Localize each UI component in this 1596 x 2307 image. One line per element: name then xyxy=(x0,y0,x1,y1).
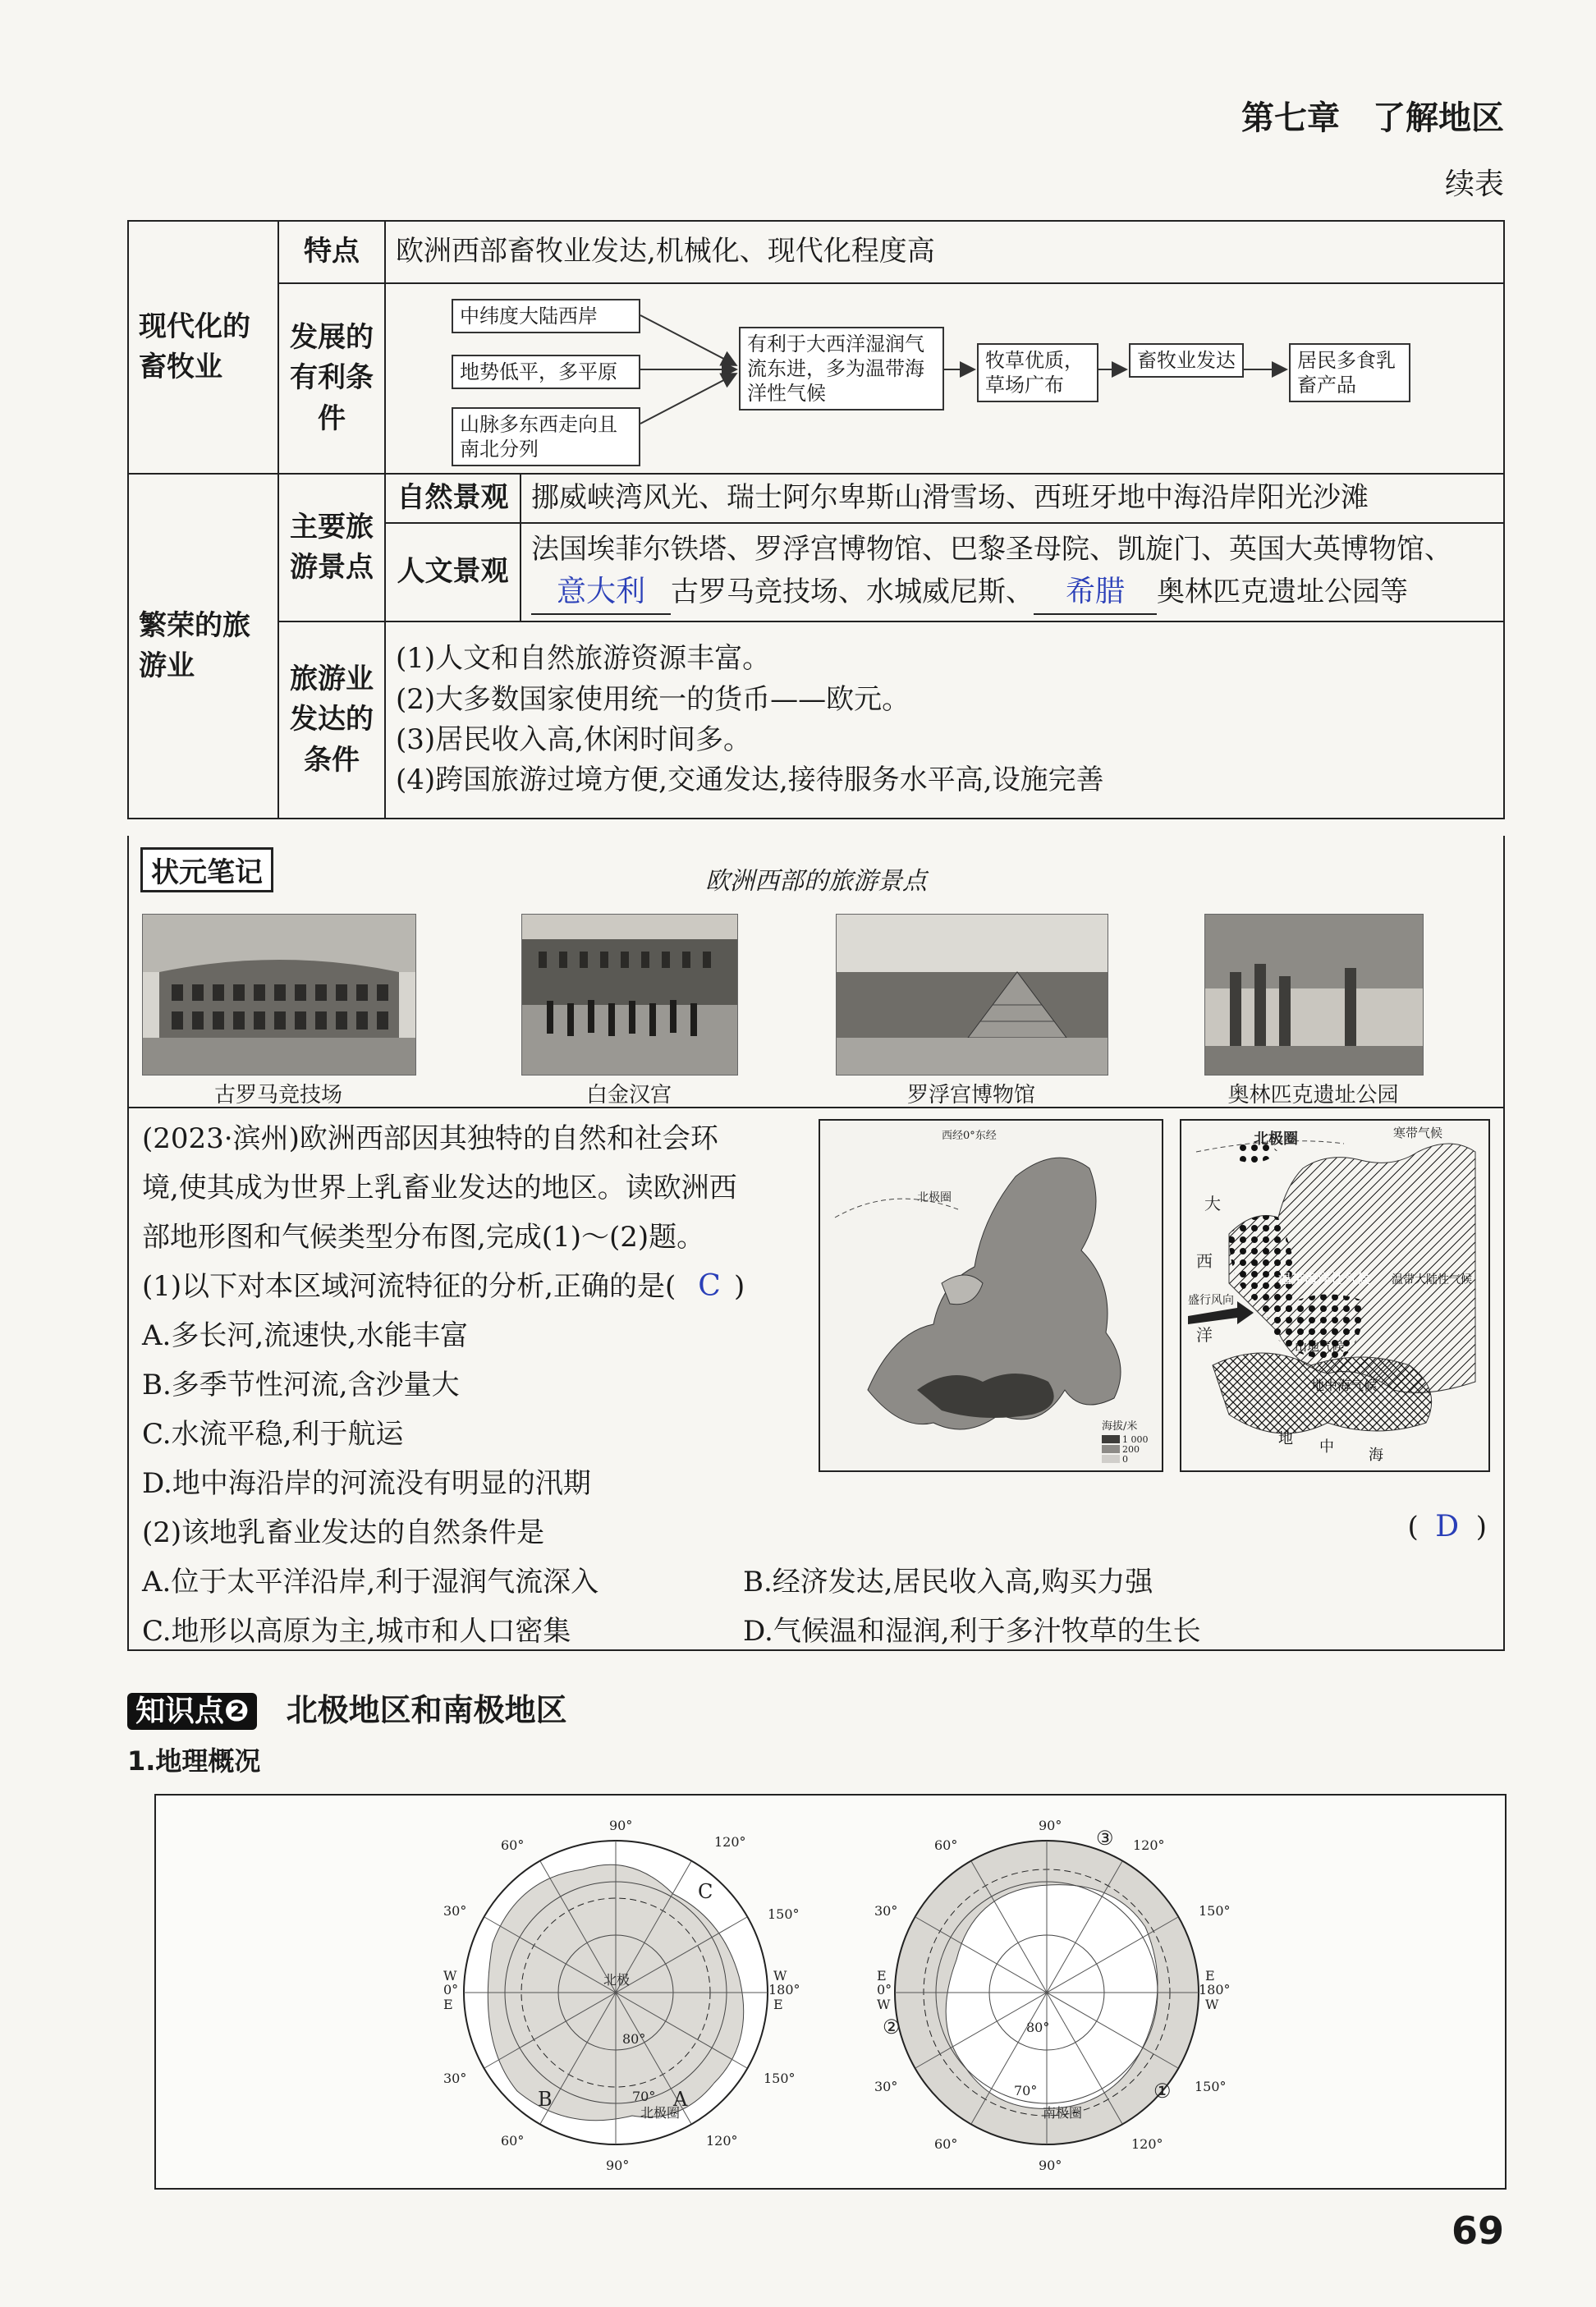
flow-climate: 有利于大西洋湿润气流东进，多为温带海洋性气候 xyxy=(739,327,944,410)
s-point-1: ① xyxy=(1153,2080,1172,2103)
map2-mountain-label: 山地气候 xyxy=(1295,1339,1345,1354)
s-lon-120-bottom: 120° xyxy=(1131,2136,1163,2152)
cultural-mid: 古罗马竞技场、水城威尼斯、 xyxy=(671,575,1034,608)
n-e-right: E xyxy=(773,1997,783,2012)
europe-climate-map xyxy=(1180,1119,1490,1472)
photo-buckingham xyxy=(521,914,738,1076)
s-e-left: E xyxy=(877,1968,887,1984)
map2-polar-label: 寒带气候 xyxy=(1393,1126,1443,1140)
n-lon-150-bottom: 150° xyxy=(764,2071,796,2086)
legend-title: 海拔/米 xyxy=(1102,1420,1138,1433)
s-w-left: W xyxy=(877,1997,891,2012)
flow-diet: 居民多食乳畜产品 xyxy=(1289,343,1410,402)
question-1-answer[interactable]: C xyxy=(698,1269,721,1303)
wind-label: 盛行风向 xyxy=(1188,1294,1234,1307)
tourism-conditions xyxy=(385,621,1504,819)
legend-1000: 1 000 xyxy=(1122,1434,1149,1445)
q1-option-b: B.多季节性河流,含沙量大 xyxy=(142,1369,460,1401)
caption-olympia: 奥林匹克遗址公园 xyxy=(1227,1083,1399,1108)
n-w-left: W xyxy=(443,1968,457,1984)
s-lat-70: 70° xyxy=(1014,2083,1038,2098)
livestock-flowchart xyxy=(385,283,1504,474)
caption-buckingham: 白金汉宫 xyxy=(585,1083,672,1108)
n-lon-30-bottom: 30° xyxy=(443,2071,467,2086)
north-pole-map xyxy=(435,1812,800,2173)
caption-colosseum: 古罗马竞技场 xyxy=(213,1083,342,1108)
tourism-condition-label: 旅游业发达的条件 xyxy=(278,621,385,819)
q2-option-a: A.位于太平洋沿岸,利于湿润气流深入 xyxy=(142,1566,599,1598)
notes-section xyxy=(127,836,1505,1108)
natural-label: 自然景观 xyxy=(385,474,521,523)
knowledge-title: 北极地区和南极地区 xyxy=(286,1692,567,1728)
flow-grass: 牧草优质，草场广布 xyxy=(977,343,1098,402)
n-lon-120-top: 120° xyxy=(714,1834,746,1850)
flow-cause-2: 地势低平，多平原 xyxy=(452,355,640,389)
knowledge-tag: 知识点❷ xyxy=(127,1693,257,1730)
question-2-answer-box xyxy=(1407,1510,1487,1543)
question-2: (2)该地乳畜业发达的自然条件是 xyxy=(142,1516,545,1549)
map2-sea-2: 中 xyxy=(1319,1438,1334,1456)
n-lon-60-top: 60° xyxy=(501,1837,525,1853)
n-0-left: 0° xyxy=(443,1982,459,1997)
question-1-text: (1)以下对本区域河流特征的分析,正确的是( xyxy=(142,1270,676,1303)
polar-maps xyxy=(154,1794,1507,2190)
n-point-c: C xyxy=(698,1880,713,1903)
map2-mediterranean-label: 地中海气候 xyxy=(1311,1378,1378,1393)
n-lon-120-bottom: 120° xyxy=(706,2133,738,2149)
q2-option-b: B.经济发达,居民收入高,购买力强 xyxy=(743,1566,1153,1598)
category-livestock: 现代化的畜牧业 xyxy=(128,221,278,474)
s-lat-80: 80° xyxy=(1026,2020,1050,2035)
question-1-close: ) xyxy=(734,1270,745,1303)
chapter-title: 第七章 了解地区 xyxy=(1241,99,1504,137)
n-point-b: B xyxy=(538,2088,553,2111)
answer-blank-greece[interactable]: 希腊 xyxy=(1034,571,1157,615)
n-lat-70: 70° xyxy=(632,2089,656,2104)
map1-meridian-label: 西经0°东经 xyxy=(942,1130,997,1142)
s-w-right: W xyxy=(1205,1997,1219,2012)
map2-atlantic-3: 洋 xyxy=(1196,1325,1213,1345)
feature-label: 特点 xyxy=(278,221,385,283)
natural-text: 挪威峡湾风光、瑞士阿尔卑斯山滑雪场、西班牙地中海沿岸阳光沙滩 xyxy=(521,474,1504,523)
caption-louvre: 罗浮宫博物馆 xyxy=(906,1083,1035,1108)
n-point-a: A xyxy=(673,2088,688,2111)
s-point-3: ③ xyxy=(1096,1827,1114,1850)
q2-option-d: D.气候温和湿润,利于多汁牧草的生长 xyxy=(743,1615,1201,1648)
s-lon-30-bottom: 30° xyxy=(874,2079,898,2094)
continued-label: 续表 xyxy=(1444,167,1504,201)
answer-blank-italy[interactable]: 意大利 xyxy=(531,571,671,615)
q2-option-c: C.地形以高原为主,城市和人口密集 xyxy=(142,1615,571,1648)
flow-livestock: 畜牧业发达 xyxy=(1129,343,1244,378)
flow-cause-3: 山脉多东西走向且南北分列 xyxy=(452,407,640,466)
s-lon-150-bottom: 150° xyxy=(1195,2079,1227,2094)
map2-sea-1: 地 xyxy=(1278,1430,1293,1447)
question-stem-2: 境,使其成为世界上乳畜业发达的地区。读欧洲西 xyxy=(142,1172,737,1204)
map2-arctic-label: 北极圈 xyxy=(1254,1131,1298,1148)
cultural-end: 奥林匹克遗址公园等 xyxy=(1157,575,1408,608)
q1-option-d: D.地中海沿岸的河流没有明显的汛期 xyxy=(142,1467,591,1500)
n-e-left: E xyxy=(443,1997,453,2012)
n-lon-90-bottom: 90° xyxy=(606,2158,630,2173)
legend-0: 0 xyxy=(1122,1454,1128,1465)
s-antarctic-circle: 南极圈 xyxy=(1043,2105,1083,2121)
question-1 xyxy=(142,1264,745,1304)
map2-atlantic-2: 西 xyxy=(1196,1251,1213,1271)
cultural-line-2 xyxy=(531,571,1493,615)
n-lon-150-top: 150° xyxy=(768,1906,800,1922)
question-2-answer[interactable]: D xyxy=(1435,1510,1460,1543)
s-180-right: 180° xyxy=(1199,1982,1231,1997)
map2-oceanic-label: 温带海洋性气候 xyxy=(1278,1271,1371,1287)
n-lon-30-top: 30° xyxy=(443,1903,467,1919)
europe-terrain-map xyxy=(819,1119,1163,1472)
s-lon-120-top: 120° xyxy=(1133,1837,1165,1853)
q1-option-c: C.水流平稳,利于航运 xyxy=(142,1418,404,1451)
question-stem-3: 部地形图和气候类型分布图,完成(1)～(2)题。 xyxy=(142,1221,705,1254)
q1-option-a: A.多长河,流速快,水能丰富 xyxy=(142,1319,468,1352)
cultural-text xyxy=(521,523,1504,621)
n-arctic-circle: 北极圈 xyxy=(640,2105,681,2121)
question-2-open: ( xyxy=(1407,1511,1419,1543)
n-lon-60-bottom: 60° xyxy=(501,2133,525,2149)
map2-continental-label: 温带大陆性气候 xyxy=(1392,1273,1472,1287)
notes-tag: 状元笔记 xyxy=(140,847,273,892)
n-lat-80: 80° xyxy=(622,2031,646,2047)
legend-200: 200 xyxy=(1122,1444,1140,1455)
condition-item: (3)居民收入高,休闲时间多。 xyxy=(396,723,751,756)
n-w-right: W xyxy=(773,1968,787,1984)
flow-arrows xyxy=(386,284,1511,473)
cultural-label: 人文景观 xyxy=(385,523,521,621)
knowledge-heading xyxy=(127,1685,567,1730)
question-stem-1: (2023·滨州)欧洲西部因其独特的自然和社会环 xyxy=(142,1122,718,1155)
n-lon-90-top: 90° xyxy=(609,1818,633,1833)
condition-item: (2)大多数国家使用统一的货币——欧元。 xyxy=(396,682,910,716)
n-180-right: 180° xyxy=(768,1982,800,1997)
s-e-right: E xyxy=(1205,1968,1215,1984)
photo-olympia xyxy=(1204,914,1424,1076)
summary-table xyxy=(127,220,1505,819)
s-lon-90-bottom: 90° xyxy=(1039,2158,1062,2173)
photo-louvre xyxy=(836,914,1108,1076)
s-0-left: 0° xyxy=(877,1982,892,1997)
condition-item: (4)跨国旅游过境方便,交通发达,接待服务水平高,设施完善 xyxy=(396,764,1104,797)
s-lon-150-top: 150° xyxy=(1199,1903,1231,1919)
map1-arctic-label: 北极圈 xyxy=(917,1191,952,1204)
subsection-title: 1.地理概况 xyxy=(127,1745,261,1777)
s-lon-60-bottom: 60° xyxy=(934,2136,958,2152)
notes-title: 欧洲西部的旅游景点 xyxy=(705,867,927,896)
feature-text: 欧洲西部畜牧业发达,机械化、现代化程度高 xyxy=(385,221,1504,283)
n-pole-label: 北极 xyxy=(603,1972,631,1988)
s-lon-60-top: 60° xyxy=(934,1837,958,1853)
map2-sea-3: 海 xyxy=(1369,1447,1383,1464)
page-number: 69 xyxy=(1451,2208,1504,2253)
flow-cause-1: 中纬度大陆西岸 xyxy=(452,299,640,333)
category-tourism: 繁荣的旅游业 xyxy=(128,474,278,819)
cultural-line-1: 法国埃菲尔铁塔、罗浮宫博物馆、巴黎圣母院、凯旋门、英国大英博物馆、 xyxy=(531,533,1452,566)
question-section xyxy=(127,1107,1505,1651)
photo-colosseum xyxy=(142,914,416,1076)
south-pole-map xyxy=(870,1812,1231,2173)
spots-label: 主要旅游景点 xyxy=(278,474,385,621)
livestock-condition-label: 发展的有利条件 xyxy=(278,283,385,474)
s-lon-30-top: 30° xyxy=(874,1903,898,1919)
condition-item: (1)人文和自然旅游资源丰富。 xyxy=(396,642,771,676)
s-point-2: ② xyxy=(883,2016,901,2039)
map2-atlantic-1: 大 xyxy=(1204,1194,1221,1213)
s-lon-90-top: 90° xyxy=(1039,1818,1062,1833)
question-2-close: ) xyxy=(1475,1511,1487,1543)
